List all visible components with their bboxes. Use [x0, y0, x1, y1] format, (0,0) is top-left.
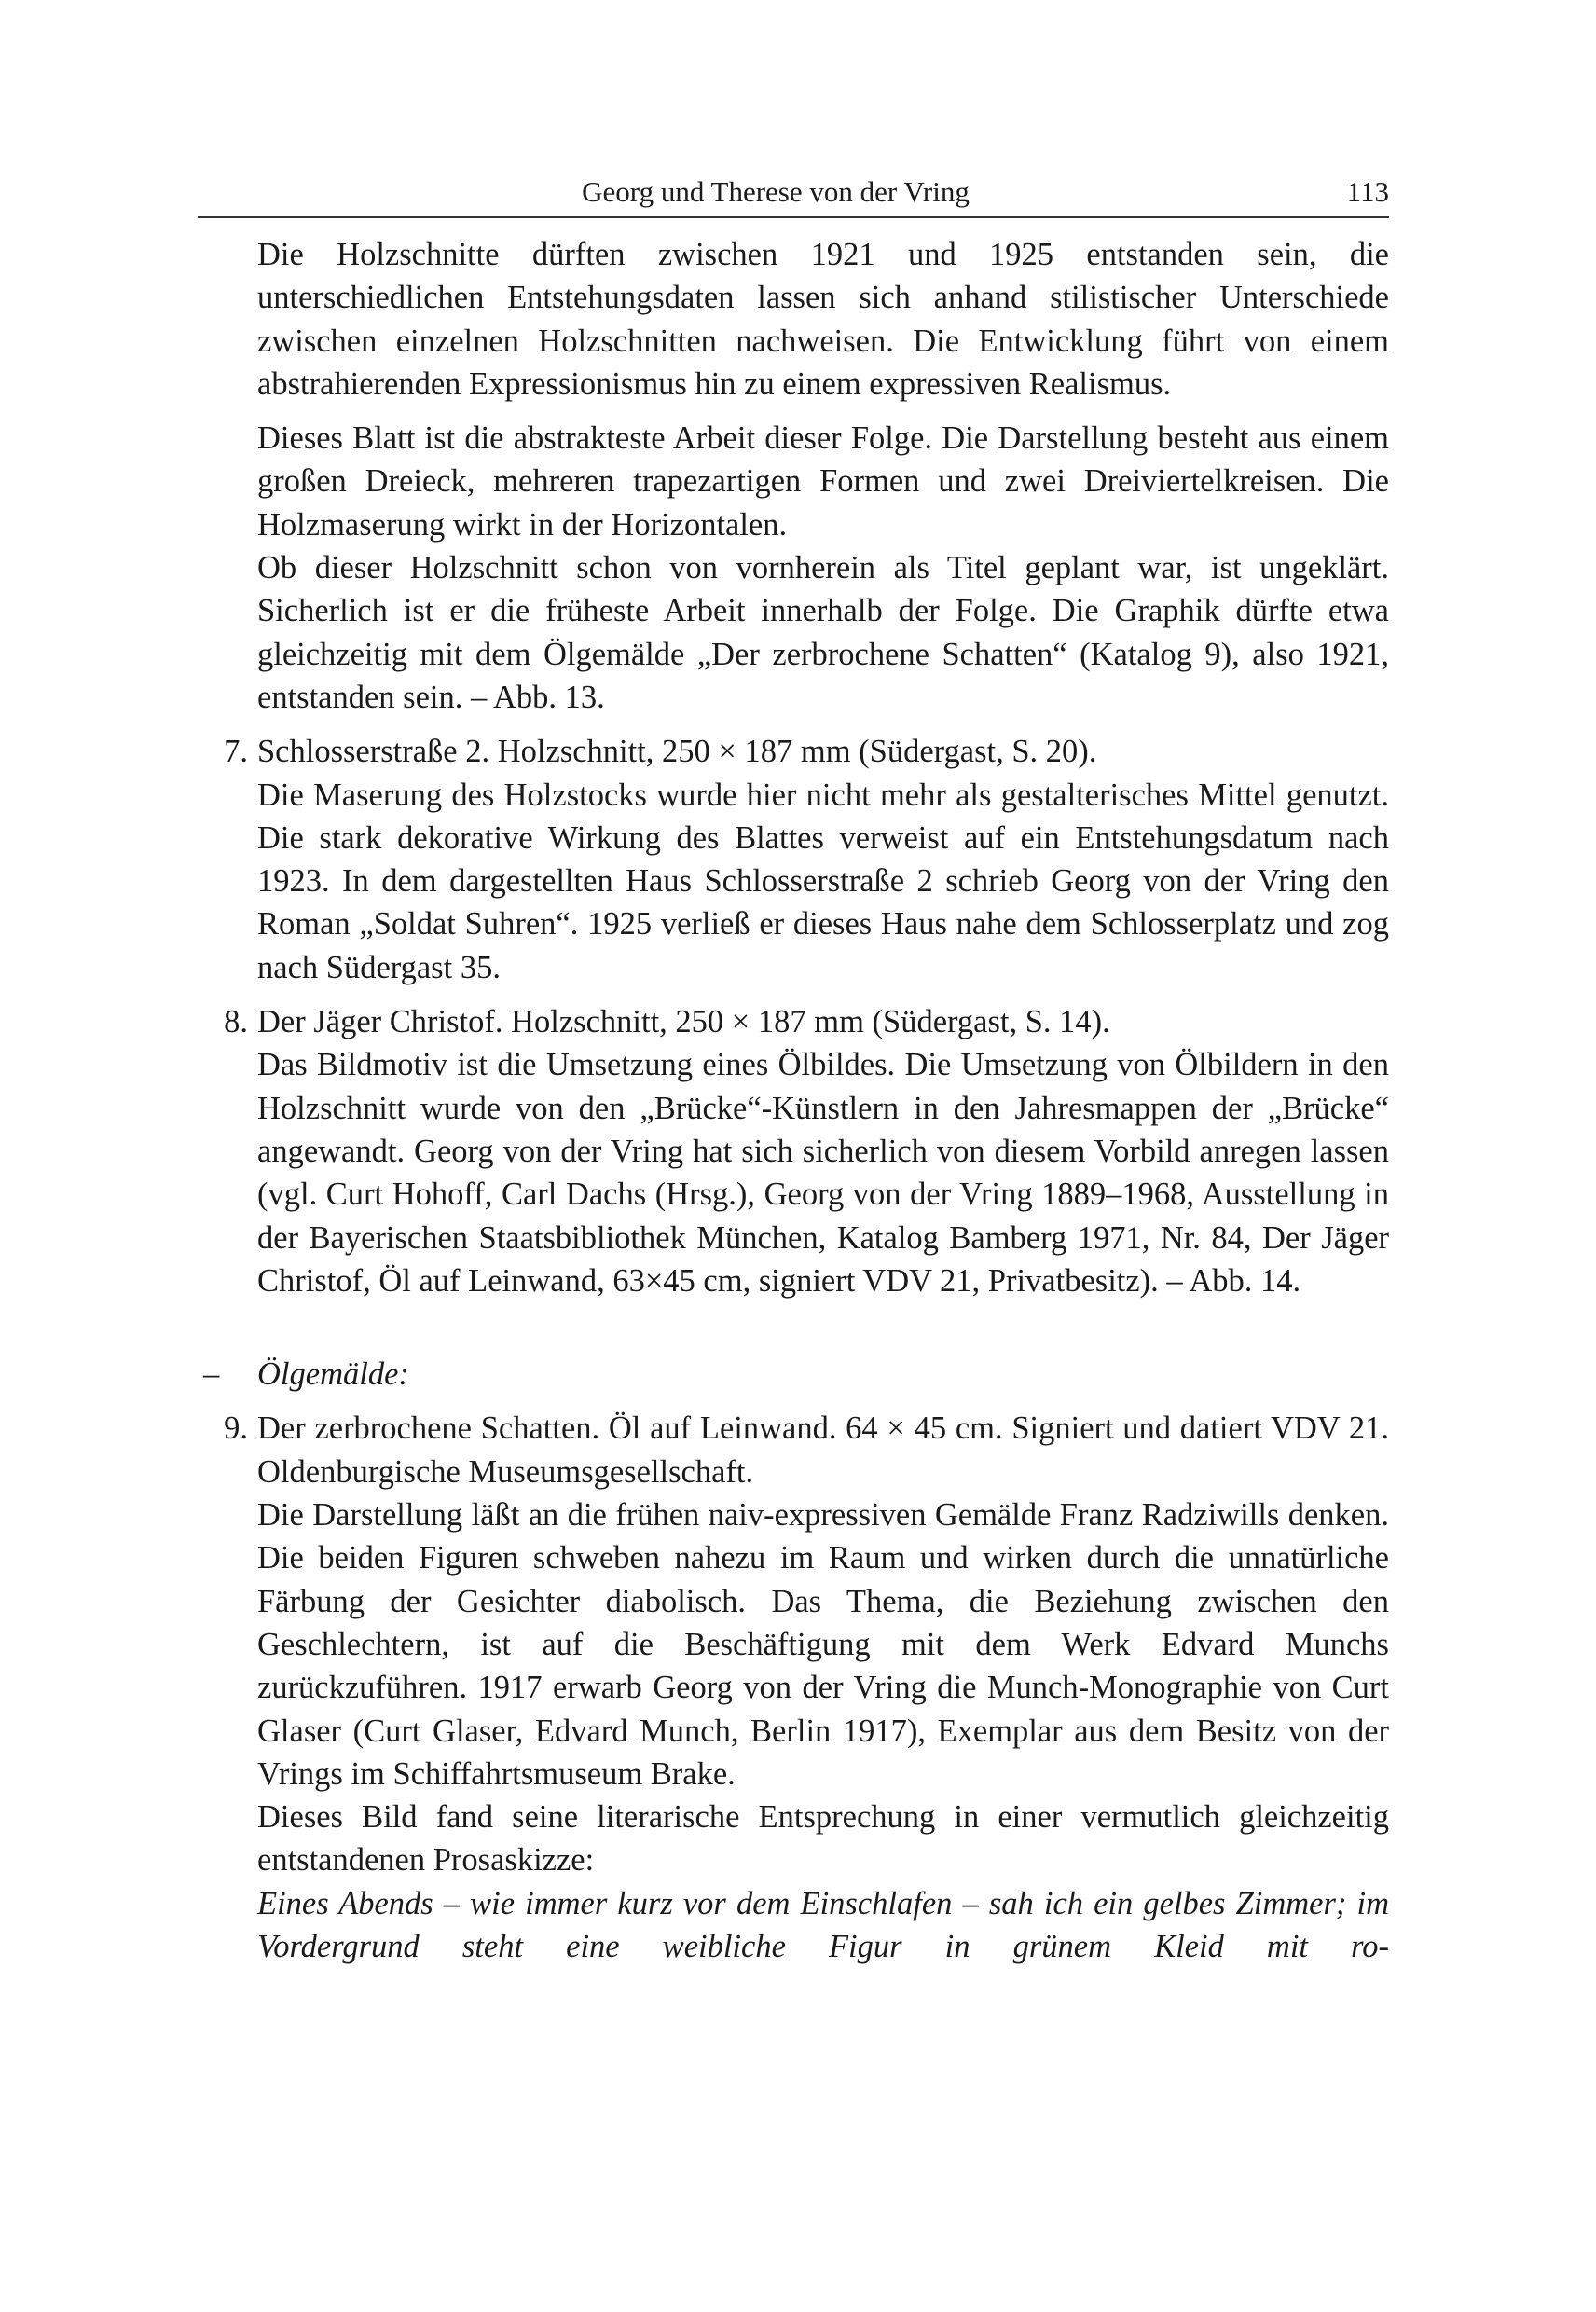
entry-title: Der Jäger Christof. Holzschnitt, 250 × 187 mm (Südergast, S. 14).	[257, 1004, 1110, 1040]
entry-title: Der zerbrochene Schatten. Öl auf Leinwand. 64 × 45 cm. Signiert und datiert VDV 21. Oldenburgische Museumsgesellschaft.	[257, 1411, 1389, 1490]
section-heading-oil-paintings	[203, 1353, 1389, 1396]
entry-title: Schlosserstraße 2. Holzschnitt, 250 × 187 mm (Südergast, S. 20).	[257, 734, 1097, 770]
section-dash: –	[203, 1356, 220, 1393]
document-page	[198, 168, 1389, 1968]
entry-number: 7.	[224, 734, 248, 770]
running-title: Georg und Therese von der Vring	[582, 175, 970, 208]
entry-number: 9.	[224, 1411, 248, 1447]
running-header	[198, 168, 1389, 218]
paragraph-intro: Die Holzschnitte dürften zwischen 1921 und 1925 entstanden sein, die unterschiedlichen Entstehungsdaten lassen sich anhand stilistischer Unterschiede zwischen einzelnen Holzschnitten nachweisen. Die Entwicklung führt von einem abstrahierenden Expressionismus hin zu einem expressiven Realismus.	[257, 237, 1389, 402]
page-number: 113	[1346, 175, 1389, 208]
entry-number: 8.	[224, 1004, 248, 1040]
entry-quote: Eines Abends – wie immer kurz vor dem Einschlafen – sah ich ein gelbes Zimmer; im Vordergrund steht eine weibliche Figur in grünem Kleid mit ro-	[257, 1885, 1389, 1964]
paragraph-dating: Ob dieser Holzschnitt schon von vornherein als Titel geplant war, ist ungeklärt. Sicherlich ist er die früheste Arbeit innerhalb der Folge. Die Graphik dürfte etwa gleichzeitig mit dem Ölgemälde „Der zerbrochene Schatten“ (Katalog 9), also 1921, entstanden sein. – Abb. 13.	[257, 550, 1389, 715]
catalog-entry-7	[224, 730, 1389, 989]
paragraph-description: Dieses Blatt ist die abstrakteste Arbeit dieser Folge. Die Darstellung besteht aus einem großen Dreieck, mehreren trapezartigen Formen und zwei Dreiviertelkreisen. Die Holzmaserung wirkt in der Horizontalen.	[257, 420, 1389, 543]
body-text	[203, 233, 1389, 1968]
entry-text-prose: Dieses Bild fand seine literarische Entsprechung in einer vermutlich gleichzeitig entstandenen Prosaskizze:	[257, 1799, 1389, 1878]
entry-text: Die Maserung des Holzstocks wurde hier nicht mehr als gestalterisches Mittel genutzt. Die stark dekorative Wirkung des Blattes verweist auf ein Entstehungsdatum nach 1923. In dem dargestellten Haus Schlosserstraße 2 schrieb Georg von der Vring den Roman „Soldat Suhren“. 1925 verließ er dieses Haus nahe dem Schlosserplatz und zog nach Südergast 35.	[257, 777, 1389, 985]
catalog-entry-9	[224, 1407, 1389, 1968]
entry-text: Das Bildmotiv ist die Umsetzung eines Ölbildes. Die Umsetzung von Ölbildern in den Holzschnitt wurde von den „Brücke“-Künstlern in den Jahresmappen der „Brücke“ angewandt. Georg von der Vring hat sich sicherlich von diesem Vorbild anregen lassen (vgl. Curt Hohoff, Carl Dachs (Hrsg.), Georg von der Vring 1889–1968, Ausstellung in der Bayerischen Staatsbibliothek München, Katalog Bamberg 1971, Nr. 84, Der Jäger Christof, Öl auf Leinwand, 63×45 cm, signiert VDV 21, Privatbesitz). – Abb. 14.	[257, 1047, 1389, 1299]
section-heading: Ölgemälde:	[257, 1356, 409, 1393]
entry-text: Die Darstellung läßt an die frühen naiv-expressiven Gemälde Franz Radziwills denken. Die beiden Figuren schweben nahezu im Raum und wirken durch die unnatürliche Färbung der Gesichter diabolisch. Das Thema, die Beziehung zwischen den Geschlechtern, ist auf die Beschäftigung mit dem Werk Edvard Munchs zurückzuführen. 1917 erwarb Georg von der Vring die Munch-Monographie von Curt Glaser (Curt Glaser, Edvard Munch, Berlin 1917), Exemplar aus dem Besitz von der Vrings im Schiffahrtsmuseum Brake.	[257, 1497, 1389, 1792]
catalog-entry-8	[224, 1000, 1389, 1302]
